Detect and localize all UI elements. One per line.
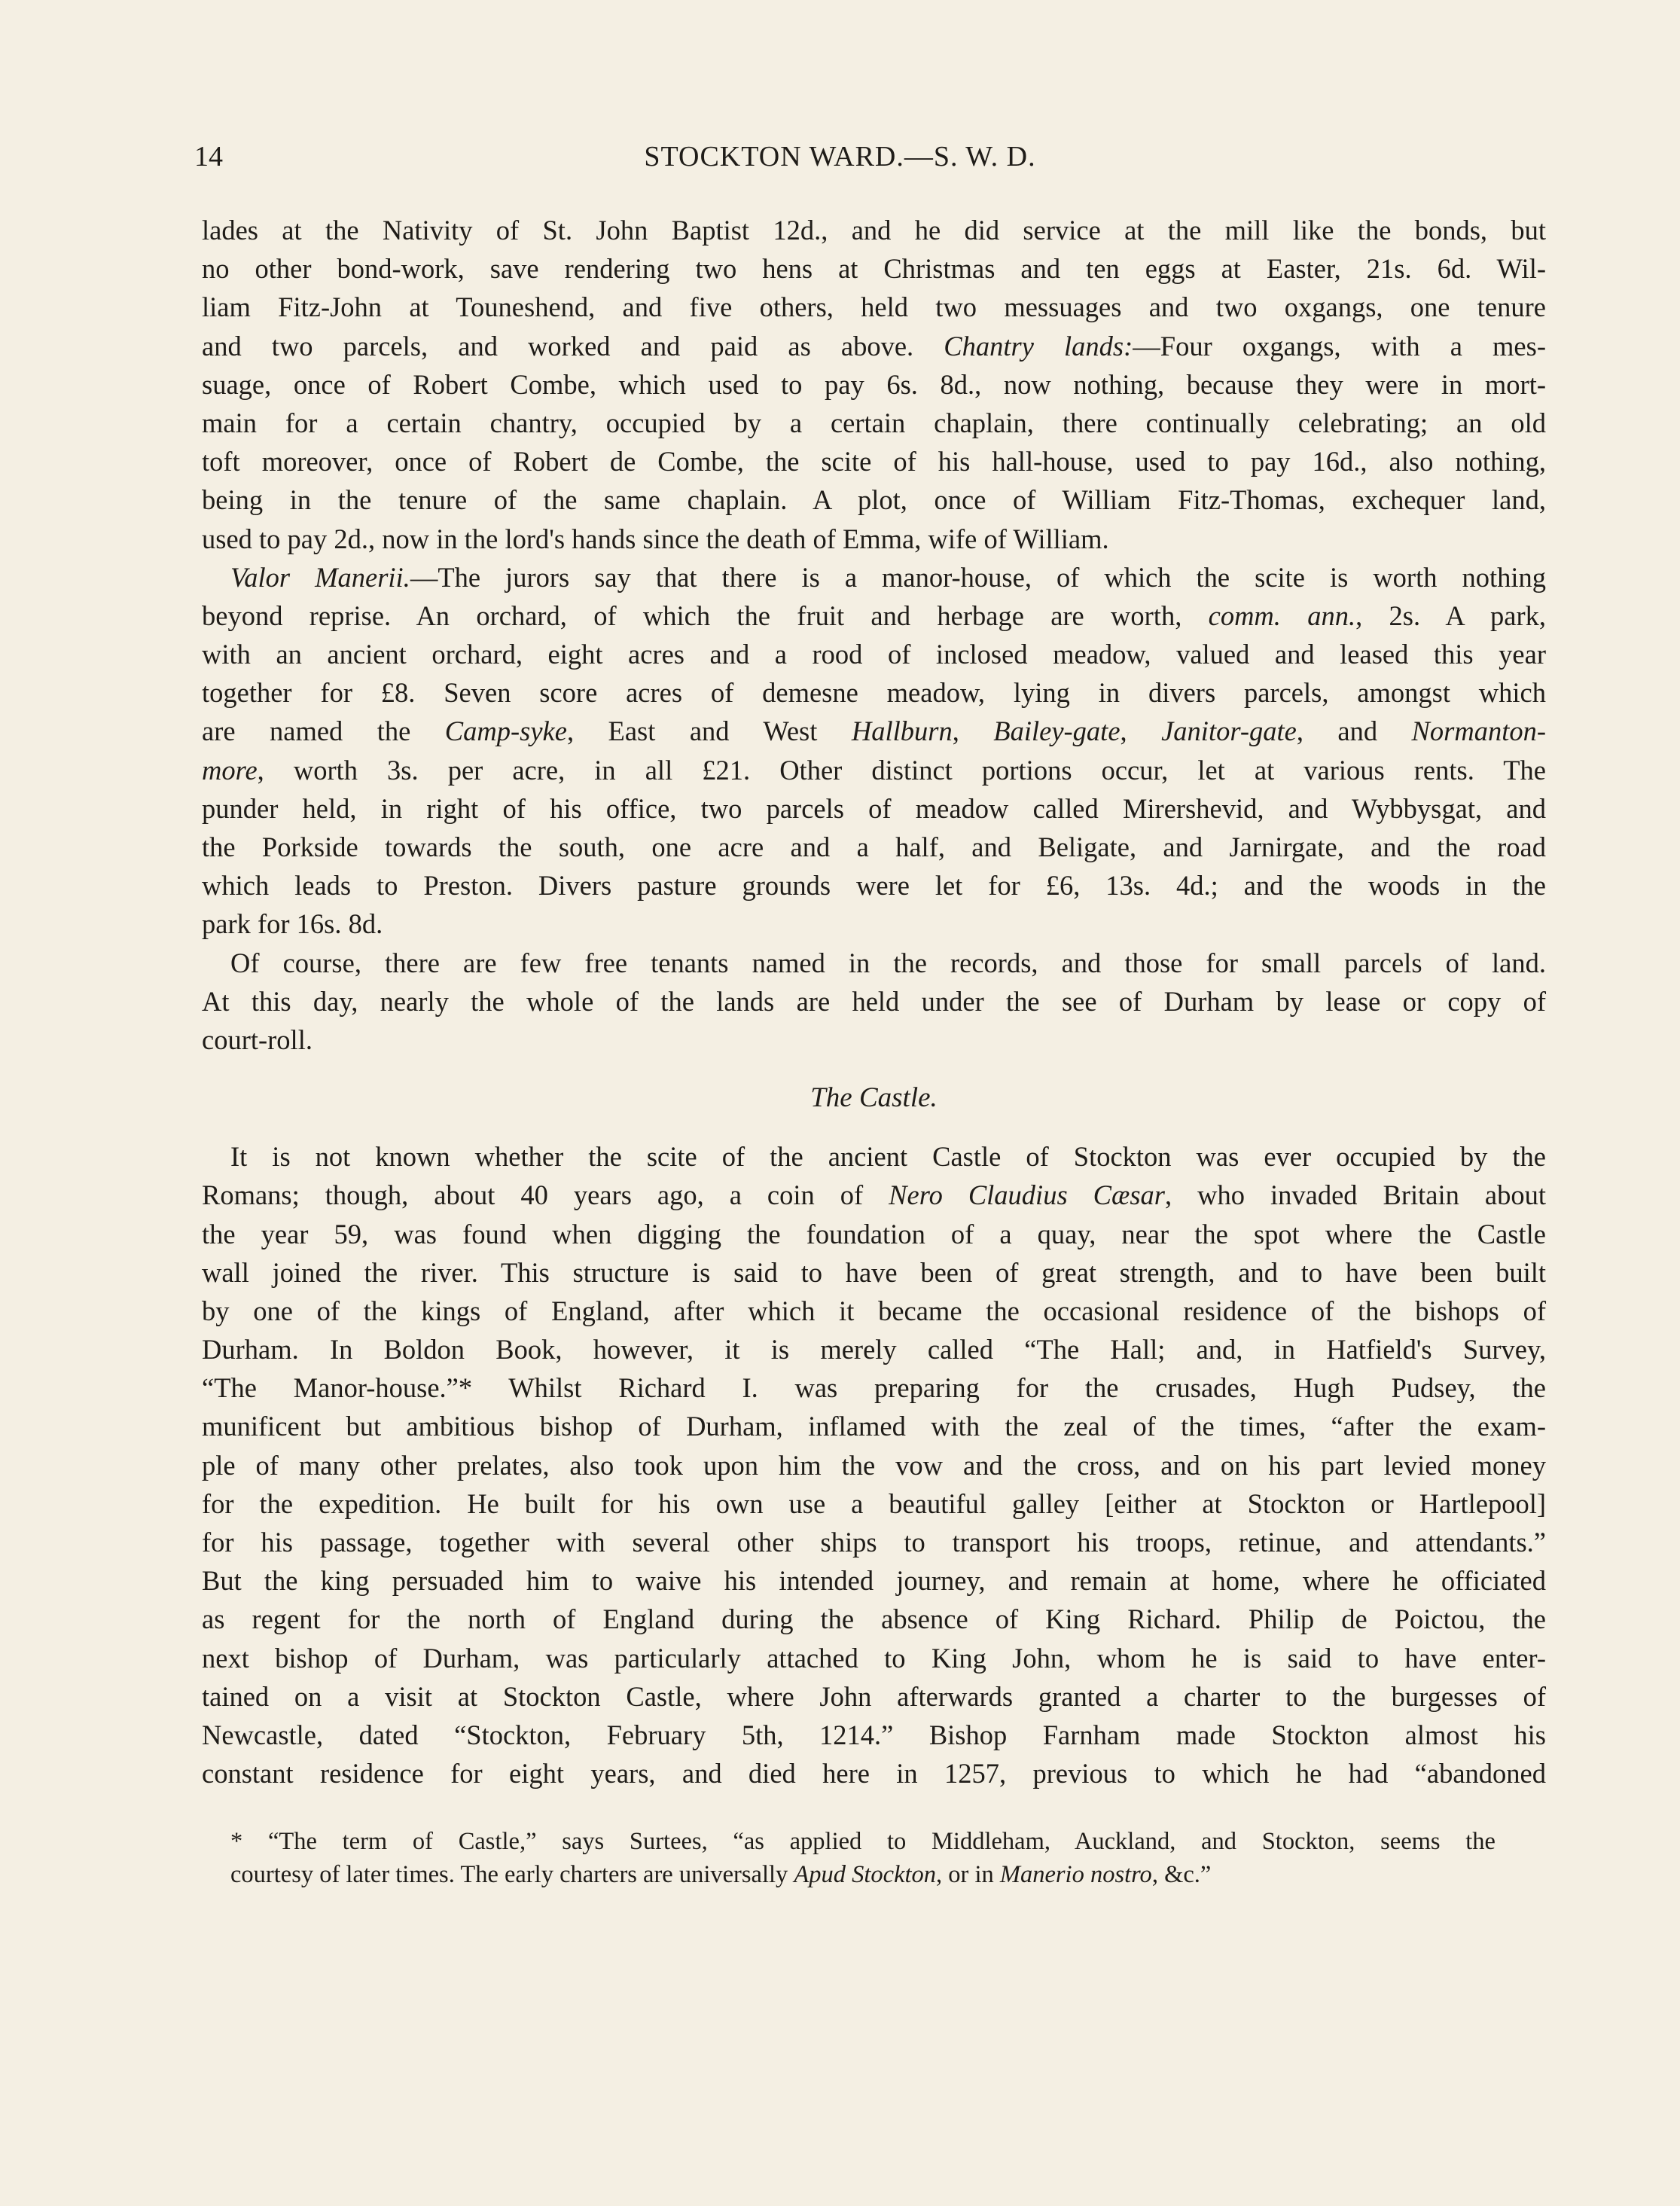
text-line: with an ancient orchard, eight acres and a rood of inclosed meadow, valued and leased this year (202, 639, 1546, 670)
text-run: and two parcels, and worked and paid as above. (202, 330, 914, 362)
text-line: At this day, nearly the whole of the lands are held under the see of Durham by lease or copy of (202, 985, 1546, 1017)
italic-term: Valor Manerii. (230, 561, 410, 593)
text-line: But the king persuaded him to waive his intended journey, and remain at home, where he officiated (202, 1565, 1546, 1597)
text-run: , or in (936, 1861, 1000, 1888)
text-run: , 2s. A park, (1355, 600, 1546, 631)
text-run: —The jurors say that there is a manor-house, of which the scite is worth nothing (410, 561, 1546, 593)
text-line: Durham. In Boldon Book, however, it is merely called “The Hall; and, in Hatfield's Survey, (202, 1334, 1546, 1365)
italic-term: Camp-syke (444, 716, 567, 747)
text-run: courtesy of later times. The early charters are universally (230, 1861, 794, 1888)
text-line: punder held, in right of his office, two parcels of meadow called Mirershevid, and Wybbysgat, and (202, 792, 1546, 824)
text-line: Newcastle, dated “Stockton, February 5th, 1214.” Bishop Farnham made Stockton almost his (202, 1719, 1546, 1750)
italic-term: more (202, 754, 258, 786)
text-line: no other bond-work, save rendering two hens at Christmas and ten eggs at Easter, 21s. 6d. Wil- (202, 253, 1546, 285)
text-line (202, 558, 1546, 597)
text-run: , (1120, 716, 1162, 747)
text-line: main for a certain chantry, occupied by a certain chaplain, there continually celebrating; an old (202, 407, 1546, 438)
text-line: ple of many other prelates, also took upon him the vow and the cross, and on his part levied money (202, 1449, 1546, 1481)
italic-term: comm. ann. (1208, 600, 1356, 631)
text-run: , worth 3s. per acre, in all £21. Other distinct portions occur, let at various rents. The (257, 754, 1546, 786)
text-line: used to pay 2d., now in the lord's hands since the death of Emma, wife of William. (202, 523, 1109, 554)
text-run: beyond reprise. An orchard, of which the fruit and herbage are worth, (202, 600, 1209, 631)
text-line: liam Fitz-John at Touneshend, and five others, held two messuages and two oxgangs, one tenure (202, 291, 1546, 323)
text-line (202, 1176, 1546, 1214)
running-head (0, 140, 1680, 185)
text-line (202, 327, 1546, 365)
text-line: lades at the Nativity of St. John Baptist 12d., and he did service at the mill like the bonds, but (202, 215, 1546, 246)
text-run: , and (1296, 716, 1412, 747)
text-line: being in the tenure of the same chaplain. A plot, once of William Fitz-Thomas, exchequer land, (202, 484, 1546, 516)
text-line: for his passage, together with several other ships to transport his troops, retinue, and attendants.” (202, 1527, 1546, 1558)
text-run: , East and West (566, 716, 852, 747)
italic-term: Chantry lands: (944, 330, 1133, 362)
text-line: the year 59, was found when digging the foundation of a quay, near the spot where the Castle (202, 1218, 1546, 1249)
italic-term: Bailey-gate (993, 716, 1121, 747)
text-line: “The Manor-house.”* Whilst Richard I. was preparing for the crusades, Hugh Pudsey, the (202, 1372, 1546, 1404)
page-number: 14 (194, 141, 223, 172)
italic-term: Janitor-gate (1161, 716, 1297, 747)
text-line: suage, once of Robert Combe, which used to pay 6s. 8d., now nothing, because they were in mort- (202, 368, 1546, 400)
section-heading: The Castle. (810, 1082, 938, 1114)
italic-term: Normanton- (1411, 716, 1547, 747)
text-line: court-roll. (202, 1024, 313, 1055)
footnote (230, 1825, 1496, 1891)
italic-term: Manerio nostro (999, 1861, 1152, 1888)
text-line (202, 712, 1546, 750)
text-line (202, 751, 1546, 789)
text-line: as regent for the north of England during the absence of King Richard. Philip de Poictou, the (202, 1603, 1546, 1635)
running-title: STOCKTON WARD.—S. W. D. (644, 141, 1036, 172)
italic-term: Nero Claudius Cæsar (889, 1179, 1165, 1211)
text-run: , &c.” (1151, 1861, 1212, 1888)
text-line: together for £8. Seven score acres of demesne meadow, lying in divers parcels, amongst which (202, 677, 1546, 709)
text-line: wall joined the river. This structure is said to have been of great strength, and to have been built (202, 1256, 1546, 1288)
text-line: Of course, there are few free tenants named in the records, and those for small parcels of land. (230, 947, 1546, 978)
text-line: constant residence for eight years, and died here in 1257, previous to which he had “abandoned (202, 1758, 1546, 1790)
footnote-line (230, 1858, 1496, 1891)
text-line: next bishop of Durham, was particularly attached to King John, whom he is said to have enter- (202, 1642, 1546, 1674)
footnote-line: * “The term of Castle,” says Surtees, “as applied to Middleham, Auckland, and Stockton, seems the (230, 1828, 1496, 1855)
body-text (202, 211, 1546, 1793)
text-line: toft moreover, once of Robert de Combe, the scite of his hall-house, used to pay 16d., also nothing, (202, 446, 1546, 478)
text-line: It is not known whether the scite of the ancient Castle of Stockton was ever occupied by the (230, 1141, 1546, 1173)
italic-term: Hallburn (851, 716, 953, 747)
italic-term: Apud Stockton (794, 1861, 937, 1888)
text-run: are named the (202, 716, 445, 747)
text-run: —Four oxgangs, with a mes- (1133, 330, 1546, 362)
text-line: the Porkside towards the south, one acre and a half, and Beligate, and Jarnirgate, and the road (202, 831, 1546, 862)
text-line (202, 597, 1546, 635)
text-line: which leads to Preston. Divers pasture grounds were let for £6, 13s. 4d.; and the woods in the (202, 870, 1546, 902)
text-line: for the expedition. He built for his own use a beautiful galley [either at Stockton or Hartlepool] (202, 1487, 1546, 1519)
text-line: park for 16s. 8d. (202, 908, 383, 940)
text-run: Romans; though, about 40 years ago, a coin of (202, 1179, 889, 1211)
text-run: , (952, 716, 994, 747)
text-run: , who invaded Britain about (1165, 1179, 1546, 1211)
text-line: by one of the kings of England, after which it became the occasional residence of the bishops of (202, 1295, 1546, 1326)
text-line: munificent but ambitious bishop of Durham, inflamed with the zeal of the times, “after the exam- (202, 1411, 1546, 1442)
text-line: tained on a visit at Stockton Castle, where John afterwards granted a charter to the burgesses of (202, 1680, 1546, 1712)
